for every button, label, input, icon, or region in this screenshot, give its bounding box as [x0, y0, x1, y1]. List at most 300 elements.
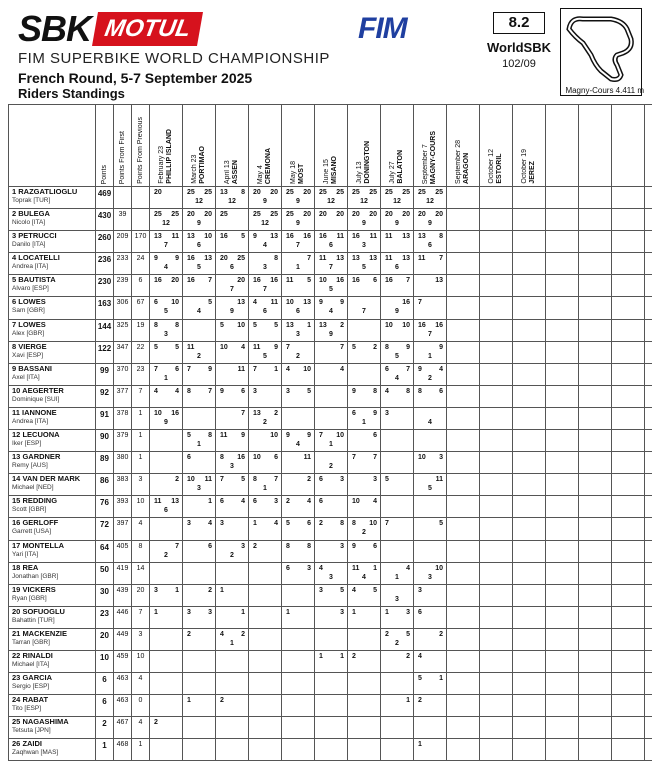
blank-cell	[612, 562, 645, 584]
round-result-cell	[447, 297, 480, 319]
round-result-cell: 16 13 5	[183, 253, 216, 275]
round-result-cell	[249, 562, 282, 584]
round-result-cell: 7	[381, 518, 414, 540]
round-result-cell	[183, 562, 216, 584]
blank-cell	[645, 518, 652, 540]
round-result-cell	[480, 363, 513, 385]
round-result-cell	[216, 650, 249, 672]
round-result-cell	[447, 275, 480, 297]
from-first-cell: 378	[114, 407, 132, 429]
round-result-cell: 2	[381, 650, 414, 672]
from-first-cell: 446	[114, 606, 132, 628]
round-result-cell: 6 3	[282, 562, 315, 584]
blank-cell	[645, 187, 652, 209]
round-result-cell: 6 9 1	[348, 407, 381, 429]
round-result-cell: 16 5	[216, 231, 249, 253]
table-row	[9, 319, 652, 341]
round-result-cell: 8 9 5	[381, 341, 414, 363]
round-header-7: July 13 DONINGTON	[348, 105, 381, 187]
rider-cell: 18 REA Jonathan [GBR]	[9, 562, 96, 584]
blank-cell	[579, 209, 612, 231]
blank-cell	[579, 562, 612, 584]
blank-cell	[612, 341, 645, 363]
from-previous-cell: 4	[132, 518, 150, 540]
round-result-cell: 2	[315, 452, 348, 474]
round-result-cell: 1	[414, 739, 447, 761]
round-result-cell: 8 8 3	[150, 319, 183, 341]
round-result-cell	[447, 452, 480, 474]
points-cell: 23	[96, 606, 114, 628]
from-first-cell: 233	[114, 253, 132, 275]
rider-cell: 14 VAN DER MARK Michael [NED]	[9, 474, 96, 496]
round-result-cell: 25 25 12	[348, 187, 381, 209]
blank-cell	[579, 606, 612, 628]
blank-cell	[579, 739, 612, 761]
from-first-cell: 419	[114, 562, 132, 584]
round-result-cell: 11 7	[414, 253, 447, 275]
round-header-5: May 18 MOST	[282, 105, 315, 187]
round-result-cell: 3	[216, 518, 249, 540]
rider-cell: 10 AEGERTER Dominique [SUI]	[9, 385, 96, 407]
round-result-cell	[513, 187, 546, 209]
round-header-3: April 13 ASSEN	[216, 105, 249, 187]
round-result-cell	[150, 562, 183, 584]
round-result-cell: 16 16 7	[414, 319, 447, 341]
round-result-cell	[480, 187, 513, 209]
round-result-cell	[381, 717, 414, 739]
round-result-cell	[513, 584, 546, 606]
round-result-cell	[315, 673, 348, 695]
from-previous-cell	[132, 209, 150, 231]
points-cell: 91	[96, 407, 114, 429]
from-first-cell: 377	[114, 385, 132, 407]
round-header-2: March 23 PORTIMAO	[183, 105, 216, 187]
blank-cell	[579, 695, 612, 717]
rider-cell: 23 GARCIA Sergio [ESP]	[9, 673, 96, 695]
round-header-4: May 4 CREMONA	[249, 105, 282, 187]
round-result-cell	[513, 253, 546, 275]
round-result-cell: 16 7	[183, 275, 216, 297]
round-result-cell	[249, 606, 282, 628]
points-header: Points	[96, 105, 114, 187]
blank-cell	[612, 363, 645, 385]
round-result-cell: 16 7	[381, 275, 414, 297]
blank-cell	[645, 430, 652, 452]
blank-cell	[645, 606, 652, 628]
round-result-cell	[150, 628, 183, 650]
round-result-cell: 11 13 6	[150, 496, 183, 518]
round-result-cell: 20 7	[216, 275, 249, 297]
from-previous-cell: 170	[132, 231, 150, 253]
round-result-cell: 2	[150, 717, 183, 739]
from-first-cell: 39	[114, 209, 132, 231]
points-cell: 20	[96, 628, 114, 650]
blank-cell	[645, 297, 652, 319]
round-result-cell	[480, 297, 513, 319]
round-result-cell: 9 9 4	[315, 297, 348, 319]
rider-cell: 16 GERLOFF Garrett [USA]	[9, 518, 96, 540]
from-first-cell: 468	[114, 739, 132, 761]
round-result-cell	[282, 717, 315, 739]
round-result-cell: 9 1	[414, 341, 447, 363]
from-first-cell: 380	[114, 452, 132, 474]
round-result-cell: 11 13 6	[381, 253, 414, 275]
round-result-cell	[513, 628, 546, 650]
blank-cell	[612, 606, 645, 628]
blank-cell	[579, 717, 612, 739]
round-result-cell: 7 6 1	[150, 363, 183, 385]
version-badge: 8.2	[493, 12, 545, 34]
round-result-cell: 7 1	[282, 253, 315, 275]
round-result-cell: 5 1	[414, 673, 447, 695]
table-row	[9, 673, 652, 695]
blank-cell	[546, 363, 579, 385]
round-result-cell: 7 1	[249, 363, 282, 385]
blank-header	[612, 105, 645, 187]
from-previous-cell: 4	[132, 673, 150, 695]
rider-cell: 3 PETRUCCI Danilo [ITA]	[9, 231, 96, 253]
round-result-cell	[447, 474, 480, 496]
points-cell: 230	[96, 275, 114, 297]
round-result-cell: 8 10 2	[348, 518, 381, 540]
round-result-cell: 4 2 1	[216, 628, 249, 650]
round-result-cell	[447, 695, 480, 717]
championship-title: FIM SUPERBIKE WORLD CHAMPIONSHIP	[18, 50, 330, 67]
round-result-cell	[414, 540, 447, 562]
rider-cell: 11 IANNONE Andrea [ITA]	[9, 407, 96, 429]
blank-cell	[579, 518, 612, 540]
blank-cell	[645, 584, 652, 606]
round-result-cell: 13 2 9	[315, 319, 348, 341]
from-previous-cell: 4	[132, 717, 150, 739]
round-result-cell: 2 4	[282, 496, 315, 518]
points-cell: 99	[96, 363, 114, 385]
blank-cell	[546, 385, 579, 407]
round-result-cell: 11 5	[414, 474, 447, 496]
round-result-cell: 6 10 5	[150, 297, 183, 319]
round-result-cell	[315, 695, 348, 717]
blank-cell	[645, 275, 652, 297]
points-cell: 122	[96, 341, 114, 363]
from-first-cell: 449	[114, 628, 132, 650]
round-result-cell	[480, 209, 513, 231]
blank-cell	[645, 650, 652, 672]
blank-cell	[645, 540, 652, 562]
round-result-cell: 1 3	[381, 606, 414, 628]
round-result-cell: 11	[216, 363, 249, 385]
from-first-header: Points From First	[114, 105, 132, 187]
standings-title: Riders Standings	[18, 86, 125, 101]
event-title: French Round, 5-7 September 2025	[18, 70, 253, 86]
blank-cell	[645, 209, 652, 231]
blank-cell	[579, 540, 612, 562]
table-row	[9, 540, 652, 562]
round-result-cell: 6 7 4	[381, 363, 414, 385]
blank-cell	[579, 474, 612, 496]
sbk-logo	[18, 10, 200, 48]
round-result-cell: 3 3	[183, 606, 216, 628]
round-result-cell: 4	[315, 363, 348, 385]
round-result-cell	[480, 695, 513, 717]
from-previous-cell: 3	[132, 474, 150, 496]
round-result-cell	[249, 717, 282, 739]
round-result-cell: 13 8 6	[414, 231, 447, 253]
round-result-cell: 6	[183, 540, 216, 562]
round-result-cell	[513, 341, 546, 363]
round-result-cell	[282, 739, 315, 761]
round-result-cell	[480, 275, 513, 297]
round-result-cell	[447, 341, 480, 363]
round-result-cell: 4 11 6	[249, 297, 282, 319]
round-result-cell: 20 20 9	[183, 209, 216, 231]
blank-cell	[579, 297, 612, 319]
from-previous-cell	[132, 187, 150, 209]
points-cell: 144	[96, 319, 114, 341]
round-result-cell: 1	[183, 496, 216, 518]
from-previous-cell: 6	[132, 275, 150, 297]
blank-cell	[546, 739, 579, 761]
round-result-cell: 9 6	[348, 540, 381, 562]
blank-cell	[612, 319, 645, 341]
round-result-cell: 5 5	[150, 341, 183, 363]
rider-cell: 7 LOWES Alex [GBR]	[9, 319, 96, 341]
round-result-cell: 10 3	[414, 452, 447, 474]
round-result-cell: 20 20	[315, 209, 348, 231]
rider-cell: 17 MONTELLA Yari [ITA]	[9, 540, 96, 562]
round-result-cell	[315, 628, 348, 650]
round-result-cell: 4 4	[150, 385, 183, 407]
round-header-12: October 19 JEREZ	[513, 105, 546, 187]
rider-cell: 24 RABAT Tito [ESP]	[9, 695, 96, 717]
round-result-cell	[381, 430, 414, 452]
from-previous-cell: 8	[132, 540, 150, 562]
points-cell: 469	[96, 187, 114, 209]
round-result-cell	[513, 540, 546, 562]
blank-cell	[579, 253, 612, 275]
round-result-cell: 13 13 5	[348, 253, 381, 275]
rider-cell: 5 BAUTISTA Alvaro [ESP]	[9, 275, 96, 297]
round-result-cell	[249, 673, 282, 695]
blank-cell	[546, 628, 579, 650]
table-body	[9, 187, 652, 761]
blank-cell	[612, 231, 645, 253]
round-result-cell: 10 6	[249, 452, 282, 474]
from-previous-cell: 3	[132, 628, 150, 650]
round-result-cell: 2 5 2	[381, 628, 414, 650]
round-result-cell	[480, 739, 513, 761]
round-header-10: September 28 ARAGON	[447, 105, 480, 187]
round-result-cell	[249, 628, 282, 650]
round-result-cell	[315, 717, 348, 739]
table-row	[9, 496, 652, 518]
round-result-cell: 2	[183, 584, 216, 606]
round-result-cell	[513, 739, 546, 761]
round-result-cell: 11 13 7	[315, 253, 348, 275]
round-result-cell	[480, 430, 513, 452]
round-result-cell: 16 11 3	[348, 231, 381, 253]
round-result-cell: 9 6	[216, 385, 249, 407]
round-result-cell: 2	[249, 540, 282, 562]
round-result-cell: 7	[315, 341, 348, 363]
round-header-11: October 12 ESTORIL	[480, 105, 513, 187]
table-row	[9, 231, 652, 253]
blank-cell	[579, 650, 612, 672]
round-result-cell	[348, 695, 381, 717]
round-result-cell: 10 3	[414, 562, 447, 584]
round-result-cell	[447, 673, 480, 695]
round-result-cell	[249, 695, 282, 717]
round-result-cell: 10 10	[381, 319, 414, 341]
round-result-cell: 5 8 1	[183, 430, 216, 452]
round-result-cell	[513, 297, 546, 319]
blank-cell	[579, 363, 612, 385]
from-first-cell: 439	[114, 584, 132, 606]
from-previous-cell: 7	[132, 606, 150, 628]
round-result-cell: 4 10	[282, 363, 315, 385]
from-first-cell	[114, 187, 132, 209]
round-result-cell	[447, 606, 480, 628]
round-result-cell: 1	[381, 695, 414, 717]
from-first-cell: 370	[114, 363, 132, 385]
round-result-cell	[513, 407, 546, 429]
blank-cell	[645, 253, 652, 275]
blank-cell	[645, 628, 652, 650]
rider-header	[9, 105, 96, 187]
round-result-cell	[513, 231, 546, 253]
from-previous-cell: 1	[132, 739, 150, 761]
from-previous-cell: 1	[132, 452, 150, 474]
round-result-cell	[480, 496, 513, 518]
blank-cell	[579, 341, 612, 363]
round-result-cell	[480, 717, 513, 739]
blank-cell	[579, 275, 612, 297]
from-previous-cell: 14	[132, 562, 150, 584]
round-result-cell	[249, 584, 282, 606]
round-result-cell: 25 25 12	[381, 187, 414, 209]
blank-cell	[546, 474, 579, 496]
blank-cell	[546, 452, 579, 474]
round-result-cell: 11 9 5	[249, 341, 282, 363]
round-result-cell: 2	[282, 474, 315, 496]
round-result-cell	[447, 584, 480, 606]
blank-cell	[612, 275, 645, 297]
round-result-cell	[513, 606, 546, 628]
round-result-cell	[150, 650, 183, 672]
round-result-cell: 7	[348, 297, 381, 319]
points-cell: 50	[96, 562, 114, 584]
round-result-cell: 5	[381, 474, 414, 496]
blank-cell	[645, 363, 652, 385]
round-result-cell: 16 11 6	[315, 231, 348, 253]
rider-cell: 9 BASSANI Axel [ITA]	[9, 363, 96, 385]
blank-cell	[612, 430, 645, 452]
from-first-cell: 397	[114, 518, 132, 540]
sbk-wordmark: SBK	[18, 8, 92, 49]
round-result-cell	[348, 717, 381, 739]
round-result-cell	[480, 673, 513, 695]
round-result-cell	[414, 717, 447, 739]
round-result-cell: 1 1	[315, 650, 348, 672]
round-result-cell	[183, 673, 216, 695]
table-row	[9, 695, 652, 717]
round-result-cell	[249, 650, 282, 672]
round-result-cell	[480, 474, 513, 496]
round-result-cell: 13 8 12	[216, 187, 249, 209]
round-result-cell	[447, 717, 480, 739]
round-result-cell	[282, 584, 315, 606]
round-result-cell: 8 3	[249, 253, 282, 275]
from-previous-cell: 67	[132, 297, 150, 319]
round-result-cell: 9 9 4	[282, 430, 315, 452]
round-result-cell: 25 25 12	[315, 187, 348, 209]
round-result-cell: 2	[414, 628, 447, 650]
round-result-cell	[381, 739, 414, 761]
blank-cell	[546, 430, 579, 452]
blank-cell	[645, 474, 652, 496]
points-cell: 6	[96, 695, 114, 717]
round-result-cell: 8 6	[414, 385, 447, 407]
from-first-cell: 463	[114, 673, 132, 695]
round-result-cell	[480, 319, 513, 341]
round-result-cell: 25 20 9	[282, 209, 315, 231]
round-result-cell	[348, 628, 381, 650]
round-result-cell	[348, 673, 381, 695]
from-previous-cell: 7	[132, 385, 150, 407]
points-cell: 10	[96, 650, 114, 672]
round-result-cell: 3 1	[150, 584, 183, 606]
round-result-cell: 25 25 12	[249, 209, 282, 231]
round-result-cell	[513, 695, 546, 717]
round-result-cell: 11 1 4	[348, 562, 381, 584]
round-result-cell	[447, 650, 480, 672]
round-result-cell: 7 10 1	[315, 430, 348, 452]
round-result-cell: 20 20 9	[348, 209, 381, 231]
points-cell: 236	[96, 253, 114, 275]
rider-cell: 22 RINALDI Michael [ITA]	[9, 650, 96, 672]
round-result-cell: 16 6	[348, 275, 381, 297]
round-result-cell	[447, 518, 480, 540]
round-result-cell: 2	[348, 650, 381, 672]
round-result-cell: 6	[183, 452, 216, 474]
round-result-cell: 16 16 7	[282, 231, 315, 253]
from-first-cell: 306	[114, 297, 132, 319]
from-previous-cell: 22	[132, 341, 150, 363]
table-header	[9, 105, 652, 187]
round-result-cell	[150, 695, 183, 717]
points-cell: 6	[96, 673, 114, 695]
round-result-cell: 5 4	[183, 297, 216, 319]
blank-cell	[546, 695, 579, 717]
round-result-cell	[150, 739, 183, 761]
blank-cell	[579, 231, 612, 253]
round-result-cell: 10 4	[216, 341, 249, 363]
blank-cell	[612, 407, 645, 429]
round-result-cell	[447, 253, 480, 275]
points-cell: 89	[96, 452, 114, 474]
round-result-cell: 4 8	[381, 385, 414, 407]
points-cell: 76	[96, 496, 114, 518]
round-result-cell	[381, 673, 414, 695]
round-result-cell	[447, 187, 480, 209]
table-row	[9, 518, 652, 540]
round-result-cell	[447, 628, 480, 650]
rider-cell: 2 BULEGA Nicolo [ITA]	[9, 209, 96, 231]
blank-cell	[645, 496, 652, 518]
round-result-cell: 10 16 9	[150, 407, 183, 429]
round-result-cell	[480, 407, 513, 429]
track-outline-icon	[561, 9, 641, 87]
blank-cell	[546, 341, 579, 363]
